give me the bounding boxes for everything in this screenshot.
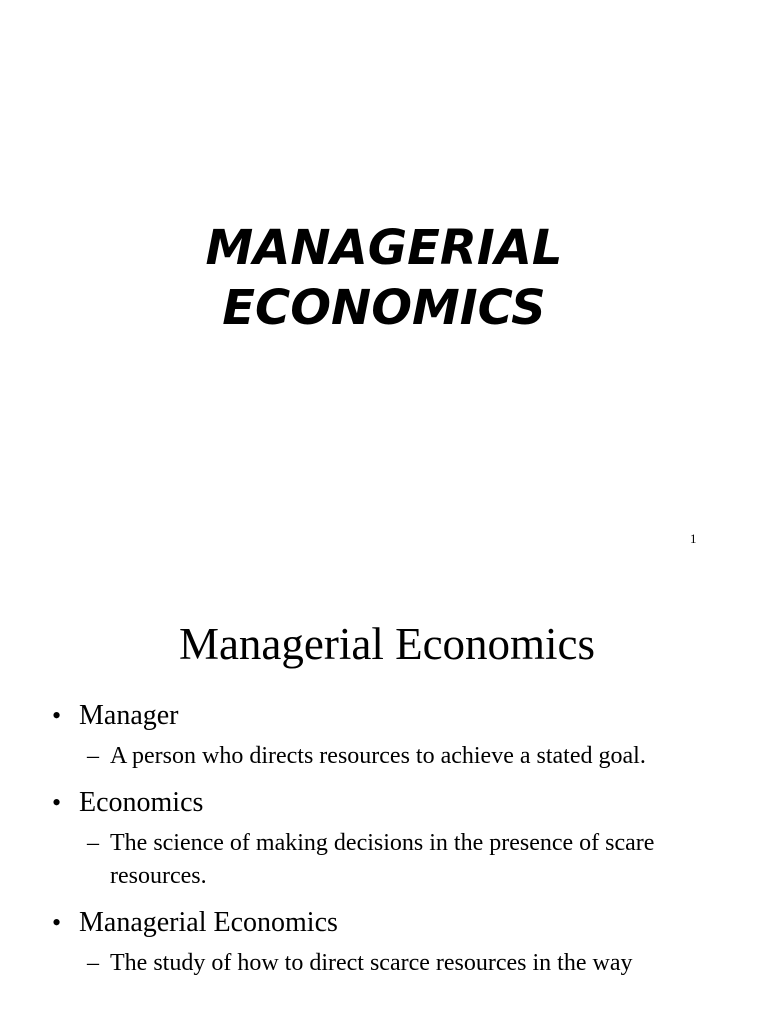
bullet-heading: Manager [79, 700, 179, 731]
slide-title [0, 218, 768, 338]
bullet-marker: • [52, 908, 62, 937]
page-number: 1 [690, 531, 697, 546]
bullet-marker: • [52, 788, 62, 817]
bullet-heading: Economics [79, 787, 204, 818]
bullet-item [0, 785, 768, 821]
sub-bullet-item [0, 740, 768, 773]
sub-bullet-item [0, 947, 768, 980]
bullet-list [0, 698, 768, 980]
sub-bullet-text: The study of how to direct scarce resources in the way [110, 950, 633, 976]
dash-marker: – [87, 830, 99, 856]
dash-marker: – [87, 743, 99, 769]
content-slide-title: Managerial Economics [178, 619, 596, 669]
sub-bullet-text: A person who directs resources to achieve a stated goal. [110, 743, 646, 769]
sub-bullet-item [0, 827, 768, 893]
title-line-1: MANAGERIAL [205, 220, 563, 276]
title-line-2: ECONOMICS [222, 280, 546, 336]
bullet-item [0, 698, 768, 734]
content-slide [0, 580, 768, 1024]
bullet-marker: • [52, 701, 62, 730]
bullet-heading: Managerial Economics [79, 907, 338, 938]
sub-bullet-text: The science of making decisions in the presence of scare resources. [110, 830, 655, 889]
dash-marker: – [87, 950, 99, 976]
bullet-item [0, 905, 768, 941]
